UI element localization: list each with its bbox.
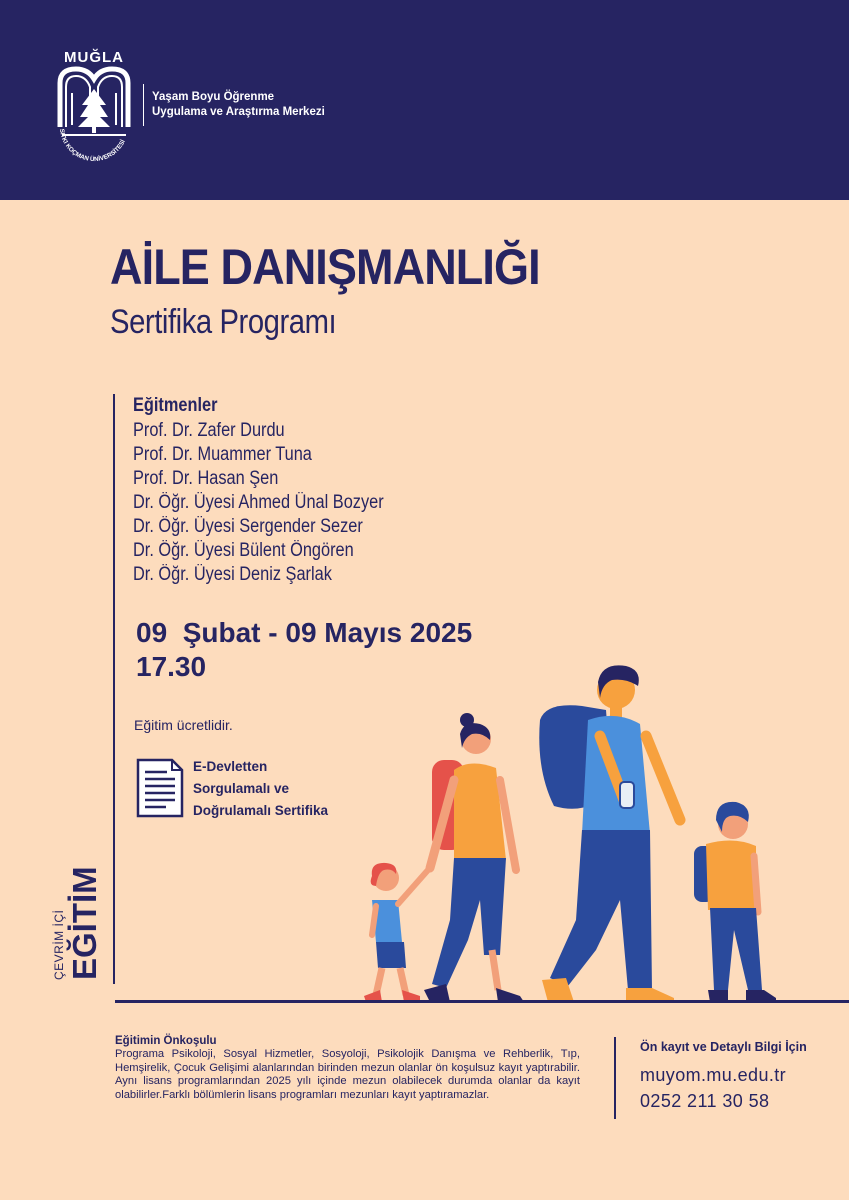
start-time: 17.30 — [136, 651, 207, 682]
logo-wordmark: MUĞLA — [64, 49, 124, 66]
contact-phone[interactable]: 0252 211 30 58 — [640, 1091, 770, 1111]
document-icon — [136, 758, 184, 818]
header-divider — [143, 84, 144, 126]
instructors-section — [133, 395, 424, 587]
instructor-name: Prof. Dr. Hasan Şen — [133, 468, 279, 489]
fee-note: Eğitim ücretlidir. — [134, 717, 233, 733]
training-mode-small: ÇEVRİM İÇİ — [52, 909, 66, 980]
instructor-name: Prof. Dr. Zafer Durdu — [133, 420, 285, 441]
prerequisite-heading: Eğitimin Önkoşulu — [115, 1035, 217, 1047]
program-title: AİLE DANIŞMANLIĞI — [110, 239, 540, 295]
center-name — [152, 90, 325, 120]
header-banner — [0, 0, 849, 200]
certificate-line3: Doğrulamalı Sertifika — [193, 803, 329, 818]
center-name-line2: Uygulama ve Araştırma Merkezi — [152, 106, 325, 118]
center-name-line1: Yaşam Boyu Öğrenme — [152, 91, 275, 103]
instructor-name: Prof. Dr. Muammer Tuna — [133, 444, 312, 465]
contact-divider — [614, 1037, 616, 1119]
girl-figure — [364, 863, 428, 1002]
ground-line — [115, 1000, 849, 1003]
mother-figure — [424, 713, 524, 1002]
certificate-line2: Sorgulamalı ve — [193, 781, 290, 796]
boy-figure — [694, 802, 776, 1002]
prerequisite-body: Programa Psikoloji, Sosyal Hizmetler, Sosyoloji, Psikolojik Danışma ve Rehberlik, Tıp, Hemşirelik, Çocuk Gelişimi alanlarından birinden mezun olanlar ön koşulsuz kayıt yaptırabilir. Aynı lisans programlarından 2025 yılı içinde mezun olabilecek durumda olanlar da kayıt olabilirler.Farklı bölümlerin lisans programları mezunları kayıt yaptıramazlar. — [115, 1048, 580, 1101]
left-accent-line — [113, 394, 115, 984]
instructor-name: Dr. Öğr. Üyesi Deniz Şarlak — [133, 564, 332, 585]
contact-heading: Ön kayıt ve Detaylı Bilgi İçin — [640, 1040, 807, 1054]
instructor-name: Dr. Öğr. Üyesi Sergender Sezer — [133, 516, 363, 537]
university-logo — [52, 45, 136, 169]
instructors-heading: Eğitmenler — [133, 395, 218, 416]
certificate-info — [193, 756, 328, 822]
logo-ring-text: SITKI KOÇMAN ÜNİVERSİTESİ — [58, 128, 127, 164]
certificate-line1: E-Devletten — [193, 759, 268, 774]
instructor-name: Dr. Öğr. Üyesi Bülent Öngören — [133, 540, 354, 561]
family-illustration — [350, 650, 790, 1005]
instructor-name: Dr. Öğr. Üyesi Ahmed Ünal Bozyer — [133, 492, 384, 513]
prerequisite-section — [115, 1035, 580, 1102]
contact-section — [640, 1040, 807, 1114]
logo-emblem-icon — [52, 65, 136, 169]
svg-text:SITKI KOÇMAN ÜNİVERSİTESİ — [58, 128, 127, 163]
contact-website[interactable]: muyom.mu.edu.tr — [640, 1065, 787, 1085]
date-range: 09 Şubat - 09 Mayıs 2025 — [136, 617, 473, 648]
father-figure — [539, 665, 680, 1002]
program-subtitle: Sertifika Programı — [110, 303, 337, 341]
training-mode — [52, 866, 107, 980]
training-mode-big: EĞİTİM — [66, 866, 103, 980]
